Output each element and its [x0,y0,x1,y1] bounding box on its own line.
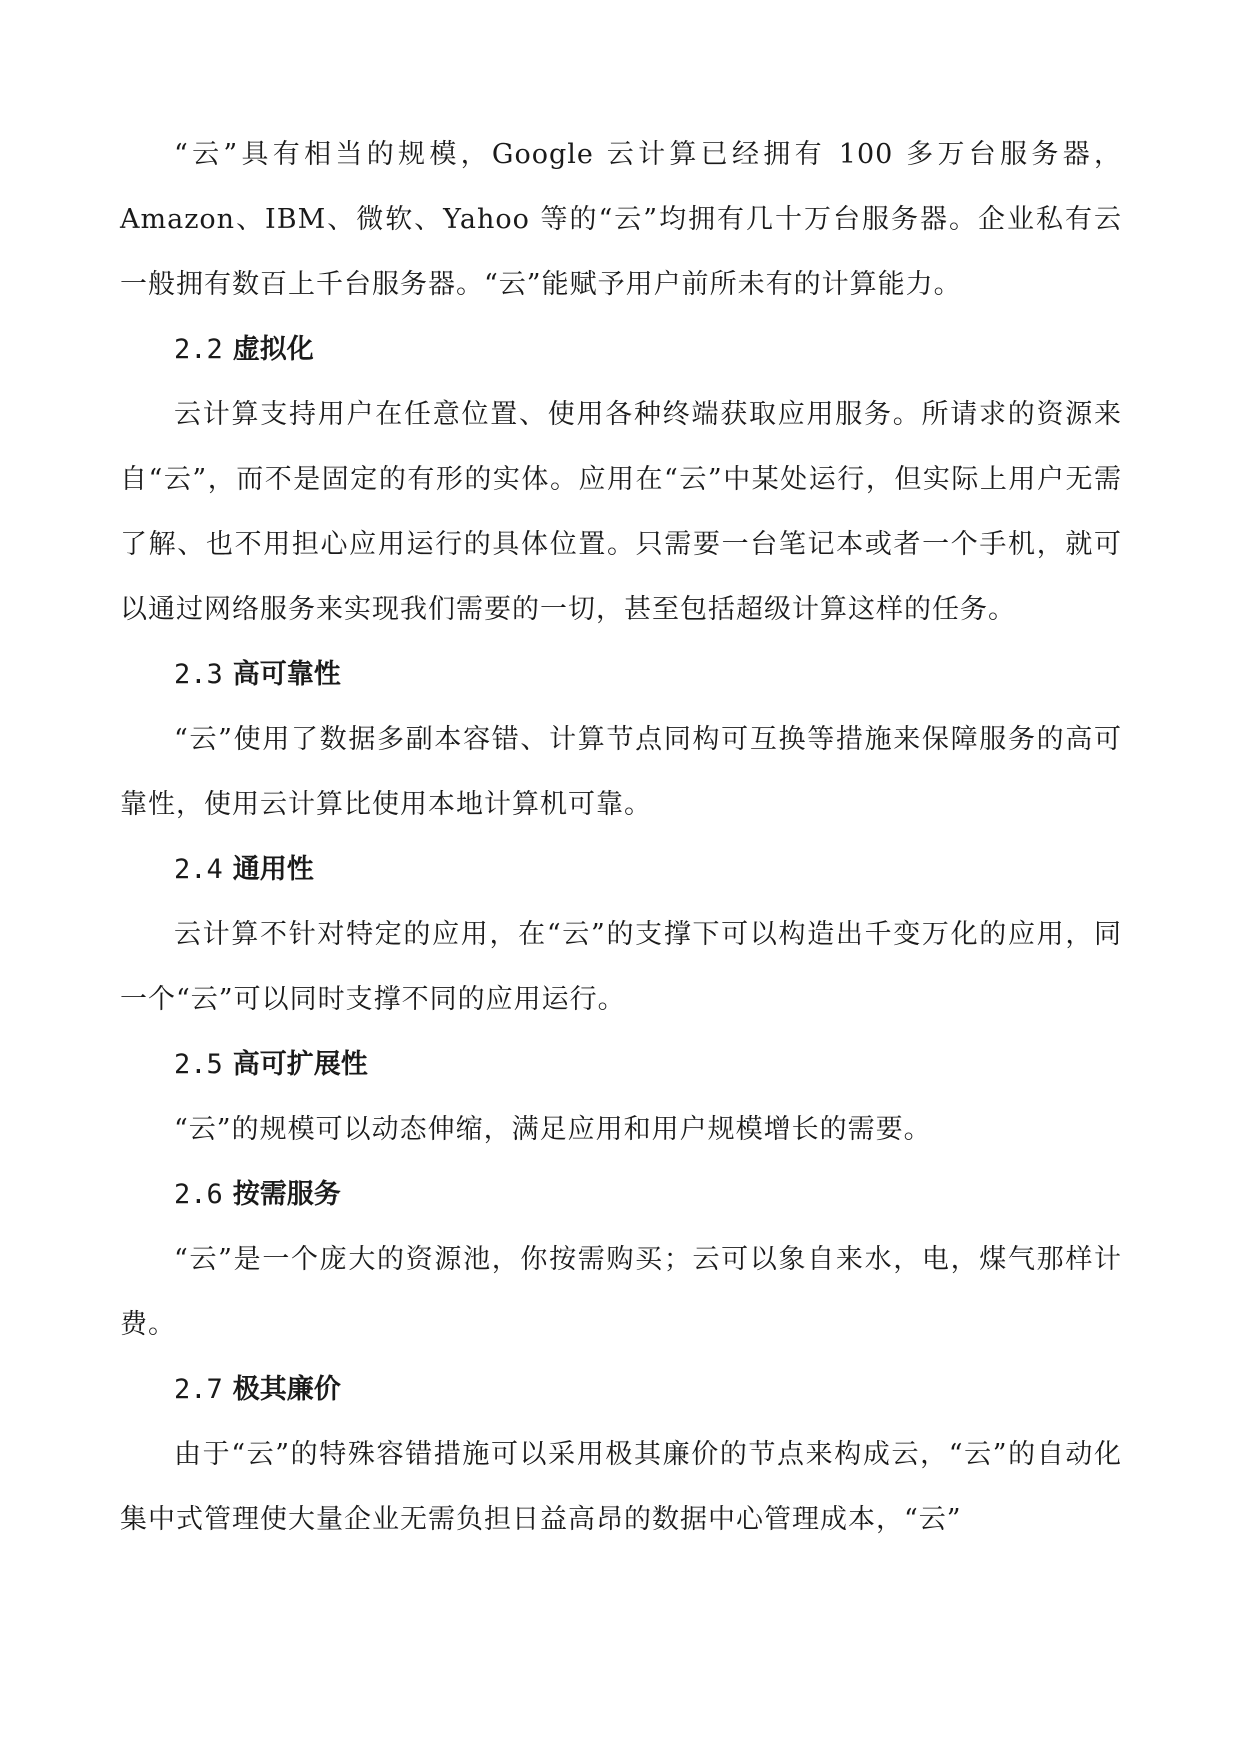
paragraph-on-demand: “云”是一个庞大的资源池，你按需购买；云可以象自来水，电，煤气那样计费。 [120,1244,1122,1340]
section-heading-on-demand [120,1162,1122,1227]
document-body [120,122,1122,1552]
section-heading-reliability [120,642,1122,707]
paragraph-scalability: “云”的规模可以动态伸缩，满足应用和用户规模增长的需要。 [174,1114,932,1145]
section-heading-scalability [120,1032,1122,1097]
section-number: 2.3 [174,659,223,690]
section-title: 按需服务 [232,1179,341,1210]
section-heading-low-cost [120,1357,1122,1422]
section-number: 2.2 [174,334,223,365]
section-title: 通用性 [232,854,314,885]
section-title: 极其廉价 [232,1374,341,1405]
paragraph-scale: “云”具有相当的规模，Google 云计算已经拥有 100 多万台服务器，Amazon、IBM、微软、Yahoo 等的“云”均拥有几十万台服务器。企业私有云一般拥有数百上千台服务器。“云”能赋予用户前所未有的计算能力。 [120,139,1122,300]
paragraph-reliability: “云”使用了数据多副本容错、计算节点同构可互换等措施来保障服务的高可靠性，使用云计算比使用本地计算机可靠。 [120,724,1122,820]
paragraph-low-cost: 由于“云”的特殊容错措施可以采用极其廉价的节点来构成云，“云”的自动化集中式管理使大量企业无需负担日益高昂的数据中心管理成本，“云” [120,1439,1122,1535]
section-title: 虚拟化 [232,334,314,365]
section-title: 高可扩展性 [232,1049,368,1080]
section-number: 2.7 [174,1374,223,1405]
section-number: 2.5 [174,1049,223,1080]
section-heading-generality [120,837,1122,902]
section-title: 高可靠性 [232,659,341,690]
paragraph-generality: 云计算不针对特定的应用，在“云”的支撑下可以构造出千变万化的应用，同一个“云”可以同时支撑不同的应用运行。 [120,919,1122,1015]
paragraph-virtualization: 云计算支持用户在任意位置、使用各种终端获取应用服务。所请求的资源来自“云”，而不是固定的有形的实体。应用在“云”中某处运行，但实际上用户无需了解、也不用担心应用运行的具体位置。只需要一台笔记本或者一个手机，就可以通过网络服务来实现我们需要的一切，甚至包括超级计算这样的任务。 [120,399,1122,625]
section-number: 2.4 [174,854,223,885]
section-heading-virtualization [120,317,1122,382]
section-number: 2.6 [174,1179,223,1210]
